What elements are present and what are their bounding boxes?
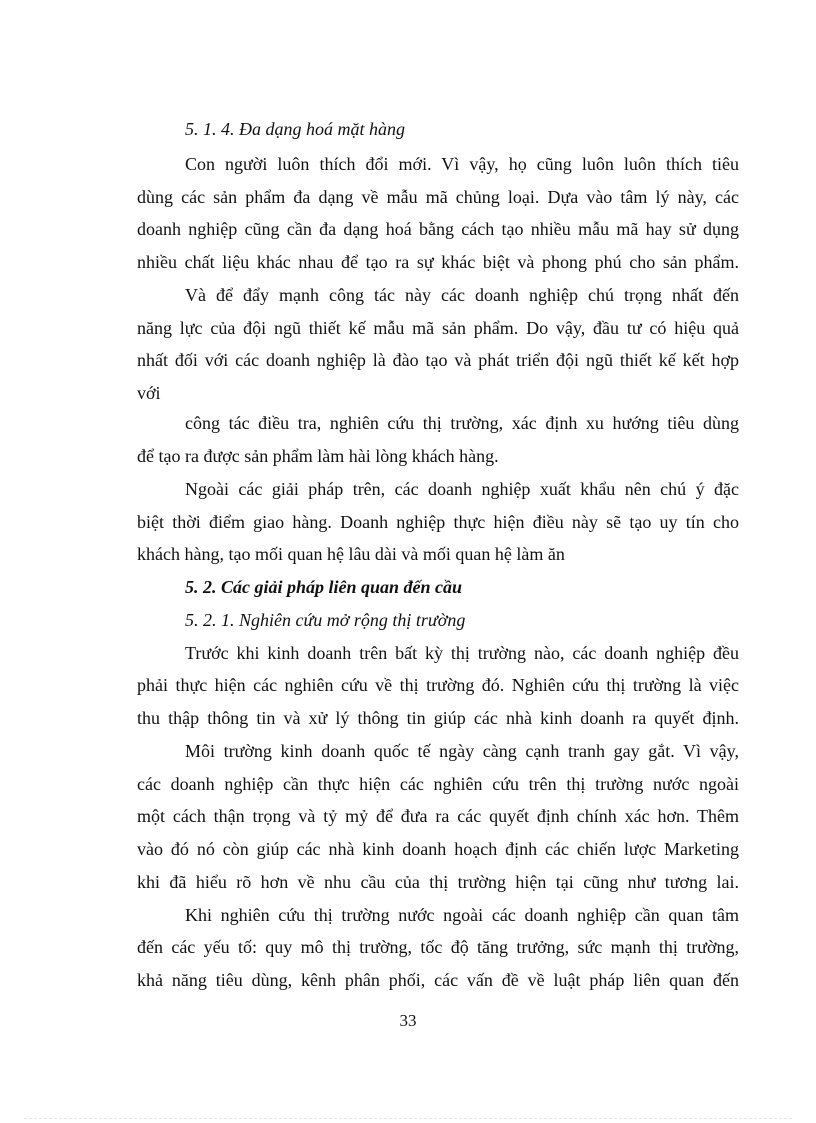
- section-heading-5-2: 5. 2. Các giải pháp liên quan đến cầu: [185, 577, 463, 597]
- paragraph-line: Trước khi kinh doanh trên bất kỳ thị trường nào, các doanh nghiệp đều: [185, 643, 739, 663]
- paragraph-line: đến các yếu tố: quy mô thị trường, tốc độ tăng trưởng, sức mạnh thị trường,: [137, 937, 739, 957]
- section-heading-5-1-4: 5. 1. 4. Đa dạng hoá mặt hàng: [185, 119, 405, 139]
- paragraph-line: với: [137, 383, 161, 403]
- paragraph-line: Ngoài các giải pháp trên, các doanh nghiệp xuất khẩu nên chú ý đặc: [185, 479, 739, 499]
- paragraph-line: nhiều chất liệu khác nhau để tạo ra sự khác biệt và phong phú cho sản phẩm.: [137, 252, 739, 272]
- paragraph-line: phải thực hiện các nghiên cứu về thị trường đó. Nghiên cứu thị trường là việc: [137, 675, 739, 695]
- paragraph-line: các doanh nghiệp cần thực hiện các nghiên cứu trên thị trường nước ngoài: [137, 774, 739, 794]
- paragraph-line: doanh nghiệp cũng cần đa dạng hoá bằng cách tạo nhiều mẫu mã hay sử dụng: [137, 219, 739, 239]
- paragraph-line: vào đó nó còn giúp các nhà kinh doanh hoạch định các chiến lược Marketing: [137, 839, 739, 859]
- paragraph-line: biệt thời điểm giao hàng. Doanh nghiệp thực hiện điều này sẽ tạo uy tín cho: [137, 512, 739, 532]
- paragraph-line: nhất đối với các doanh nghiệp là đào tạo và phát triển đội ngũ thiết kế kết hợp: [137, 350, 739, 370]
- paragraph-line: công tác điều tra, nghiên cứu thị trường, xác định xu hướng tiêu dùng: [185, 413, 739, 433]
- paragraph-line: Môi trường kinh doanh quốc tế ngày càng cạnh tranh gay gắt. Vì vậy,: [185, 741, 739, 761]
- section-heading-5-2-1: 5. 2. 1. Nghiên cứu mở rộng thị trường: [185, 610, 466, 630]
- paragraph-line: Và để đẩy mạnh công tác này các doanh nghiệp chú trọng nhất đến: [185, 285, 739, 305]
- paragraph-line: Con người luôn thích đổi mới. Vì vậy, họ cũng luôn luôn thích tiêu: [185, 154, 739, 174]
- paragraph-line: dùng các sản phẩm đa dạng về mẫu mã chủng loại. Dựa vào tâm lý này, các: [137, 187, 739, 207]
- paragraph-line: khách hàng, tạo mối quan hệ lâu dài và mối quan hệ làm ăn: [137, 544, 565, 564]
- paragraph-line: khi đã hiểu rõ hơn về nhu cầu của thị trường hiện tại cũng như tương lai.: [137, 872, 739, 892]
- paragraph-line: thu thập thông tin và xử lý thông tin giúp các nhà kinh doanh ra quyết định.: [137, 708, 739, 728]
- page-number: 33: [399, 1011, 417, 1030]
- paragraph-line: một cách thận trọng và tỷ mỷ để đưa ra các quyết định chính xác hơn. Thêm: [137, 806, 739, 826]
- page-bottom-divider: [24, 1118, 792, 1119]
- paragraph-line: khả năng tiêu dùng, kênh phân phối, các vấn đề về luật pháp liên quan đến: [137, 970, 739, 990]
- paragraph-line: để tạo ra được sản phẩm làm hài lòng khách hàng.: [137, 446, 499, 466]
- paragraph-line: Khi nghiên cứu thị trường nước ngoài các doanh nghiệp cần quan tâm: [185, 905, 739, 925]
- paragraph-line: năng lực của đội ngũ thiết kế mẫu mã sản phẩm. Do vậy, đầu tư có hiệu quả: [137, 318, 739, 338]
